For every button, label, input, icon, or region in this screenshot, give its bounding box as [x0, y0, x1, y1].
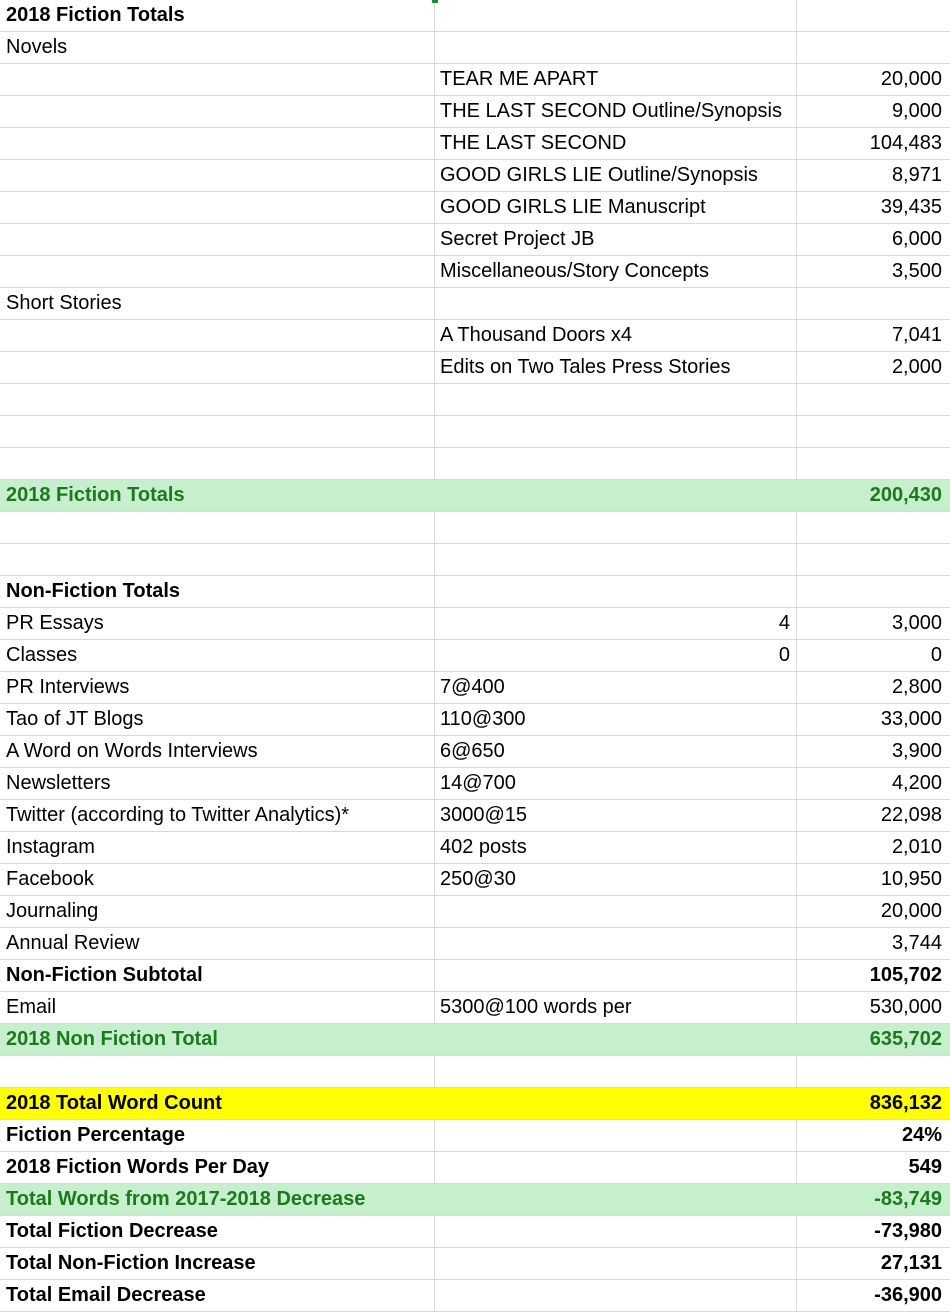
value-cell[interactable]	[797, 416, 950, 448]
label-cell[interactable]	[0, 96, 435, 128]
detail-cell[interactable]: TEAR ME APART	[435, 64, 797, 96]
detail-cell[interactable]	[435, 1056, 797, 1088]
label-cell[interactable]: Short Stories	[0, 288, 435, 320]
label-cell[interactable]: PR Essays	[0, 608, 435, 640]
sheet-row	[0, 384, 950, 416]
value-cell[interactable]: 836,132	[797, 1088, 950, 1120]
sheet-row	[0, 1216, 950, 1248]
value-cell[interactable]: 22,098	[797, 800, 950, 832]
detail-cell[interactable]: 14@700	[435, 768, 797, 800]
sheet-row	[0, 1280, 950, 1312]
detail-cell[interactable]: Edits on Two Tales Press Stories	[435, 352, 797, 384]
label-cell[interactable]: Twitter (according to Twitter Analytics)*	[0, 800, 435, 832]
value-cell[interactable]: 8,971	[797, 160, 950, 192]
sheet-row	[0, 1248, 950, 1280]
detail-cell[interactable]	[435, 448, 797, 480]
detail-cell[interactable]	[435, 416, 797, 448]
value-cell[interactable]: 9,000	[797, 96, 950, 128]
label-cell[interactable]	[0, 448, 435, 480]
detail-cell[interactable]: 3000@15	[435, 800, 797, 832]
detail-cell[interactable]	[435, 928, 797, 960]
value-cell[interactable]: 20,000	[797, 896, 950, 928]
sheet-row	[0, 128, 950, 160]
detail-cell[interactable]	[435, 1248, 797, 1280]
value-cell[interactable]: 6,000	[797, 224, 950, 256]
label-cell[interactable]: 2018 Fiction Totals	[0, 480, 435, 512]
detail-cell[interactable]	[435, 576, 797, 608]
detail-cell[interactable]	[435, 1120, 797, 1152]
sheet-row	[0, 800, 950, 832]
detail-cell[interactable]	[435, 32, 797, 64]
value-cell[interactable]: 3,744	[797, 928, 950, 960]
value-cell[interactable]: 104,483	[797, 128, 950, 160]
value-cell[interactable]: 105,702	[797, 960, 950, 992]
label-cell[interactable]: Tao of JT Blogs	[0, 704, 435, 736]
value-cell[interactable]: 2,000	[797, 352, 950, 384]
detail-cell[interactable]	[435, 1152, 797, 1184]
sheet-row	[0, 448, 950, 480]
sheet-row	[0, 64, 950, 96]
label-cell[interactable]: Total Words from 2017-2018 Decrease	[0, 1184, 435, 1216]
detail-cell[interactable]	[435, 288, 797, 320]
label-cell[interactable]	[0, 160, 435, 192]
label-cell[interactable]	[0, 128, 435, 160]
label-cell[interactable]	[0, 256, 435, 288]
value-cell[interactable]: 3,900	[797, 736, 950, 768]
sheet-row	[0, 96, 950, 128]
label-cell[interactable]: PR Interviews	[0, 672, 435, 704]
sheet-row	[0, 864, 950, 896]
detail-cell[interactable]	[435, 960, 797, 992]
label-cell[interactable]	[0, 384, 435, 416]
value-cell[interactable]	[797, 544, 950, 576]
sheet-row	[0, 288, 950, 320]
detail-cell[interactable]	[435, 480, 797, 512]
value-cell[interactable]	[797, 32, 950, 64]
detail-cell[interactable]: 7@400	[435, 672, 797, 704]
sheet-row	[0, 1088, 950, 1120]
sheet-row	[0, 352, 950, 384]
label-cell[interactable]: Annual Review	[0, 928, 435, 960]
label-cell[interactable]	[0, 224, 435, 256]
detail-cell[interactable]	[435, 0, 797, 32]
label-cell[interactable]: Total Fiction Decrease	[0, 1216, 435, 1248]
label-cell[interactable]	[0, 64, 435, 96]
value-cell[interactable]	[797, 288, 950, 320]
label-cell[interactable]	[0, 512, 435, 544]
value-cell[interactable]: -73,980	[797, 1216, 950, 1248]
detail-cell[interactable]	[435, 512, 797, 544]
detail-cell[interactable]: 0	[435, 640, 797, 672]
detail-cell[interactable]	[435, 384, 797, 416]
label-cell[interactable]	[0, 352, 435, 384]
detail-cell[interactable]: 4	[435, 608, 797, 640]
detail-cell[interactable]: THE LAST SECOND	[435, 128, 797, 160]
sheet-row	[0, 832, 950, 864]
sheet-row	[0, 224, 950, 256]
label-cell[interactable]: Instagram	[0, 832, 435, 864]
sheet-row	[0, 608, 950, 640]
label-cell[interactable]: 2018 Fiction Words Per Day	[0, 1152, 435, 1184]
sheet-row	[0, 416, 950, 448]
value-cell[interactable]: 20,000	[797, 64, 950, 96]
sheet-row	[0, 512, 950, 544]
sheet-row	[0, 160, 950, 192]
detail-cell[interactable]: 6@650	[435, 736, 797, 768]
label-cell[interactable]: 2018 Total Word Count	[0, 1088, 435, 1120]
label-cell[interactable]: Total Email Decrease	[0, 1280, 435, 1312]
sheet-row	[0, 768, 950, 800]
value-cell[interactable]: 3,500	[797, 256, 950, 288]
sheet-row	[0, 32, 950, 64]
detail-cell[interactable]: 110@300	[435, 704, 797, 736]
selection-handle	[432, 0, 438, 3]
detail-cell[interactable]: THE LAST SECOND Outline/Synopsis	[435, 96, 797, 128]
label-cell[interactable]: A Word on Words Interviews	[0, 736, 435, 768]
value-cell[interactable]: -36,900	[797, 1280, 950, 1312]
label-cell[interactable]: Non-Fiction Totals	[0, 576, 435, 608]
label-cell[interactable]: 2018 Non Fiction Total	[0, 1024, 435, 1056]
sheet-row	[0, 1056, 950, 1088]
detail-cell[interactable]	[435, 896, 797, 928]
detail-cell[interactable]: Secret Project JB	[435, 224, 797, 256]
detail-cell[interactable]	[435, 1216, 797, 1248]
sheet-row	[0, 960, 950, 992]
sheet-row	[0, 992, 950, 1024]
label-cell[interactable]: Non-Fiction Subtotal	[0, 960, 435, 992]
value-cell[interactable]: 2,800	[797, 672, 950, 704]
value-cell[interactable]	[797, 576, 950, 608]
label-cell[interactable]	[0, 544, 435, 576]
detail-cell[interactable]	[435, 1184, 797, 1216]
detail-cell[interactable]: A Thousand Doors x4	[435, 320, 797, 352]
value-cell[interactable]: 24%	[797, 1120, 950, 1152]
value-cell[interactable]: 7,041	[797, 320, 950, 352]
detail-cell[interactable]	[435, 1024, 797, 1056]
sheet-row	[0, 928, 950, 960]
value-cell[interactable]	[797, 384, 950, 416]
value-cell[interactable]: 4,200	[797, 768, 950, 800]
sheet-row	[0, 192, 950, 224]
detail-cell[interactable]	[435, 1280, 797, 1312]
sheet-row	[0, 896, 950, 928]
value-cell[interactable]: -83,749	[797, 1184, 950, 1216]
sheet-row	[0, 736, 950, 768]
sheet-row	[0, 1152, 950, 1184]
value-cell[interactable]: 530,000	[797, 992, 950, 1024]
detail-cell[interactable]	[435, 544, 797, 576]
sheet-row	[0, 704, 950, 736]
sheet-row	[0, 0, 950, 32]
value-cell[interactable]	[797, 512, 950, 544]
label-cell[interactable]: Email	[0, 992, 435, 1024]
value-cell[interactable]: 635,702	[797, 1024, 950, 1056]
label-cell[interactable]: Newsletters	[0, 768, 435, 800]
value-cell[interactable]: 549	[797, 1152, 950, 1184]
sheet-row	[0, 640, 950, 672]
value-cell[interactable]	[797, 0, 950, 32]
detail-cell[interactable]	[435, 1088, 797, 1120]
sheet-row	[0, 320, 950, 352]
value-cell[interactable]: 200,430	[797, 480, 950, 512]
label-cell[interactable]: Novels	[0, 32, 435, 64]
value-cell[interactable]: 33,000	[797, 704, 950, 736]
sheet-row	[0, 672, 950, 704]
sheet-row	[0, 1024, 950, 1056]
label-cell[interactable]	[0, 416, 435, 448]
label-cell[interactable]: Facebook	[0, 864, 435, 896]
detail-cell[interactable]: GOOD GIRLS LIE Manuscript	[435, 192, 797, 224]
sheet-row	[0, 480, 950, 512]
sheet-row	[0, 256, 950, 288]
detail-cell[interactable]: GOOD GIRLS LIE Outline/Synopsis	[435, 160, 797, 192]
sheet-row	[0, 544, 950, 576]
value-cell[interactable]: 3,000	[797, 608, 950, 640]
label-cell[interactable]	[0, 192, 435, 224]
detail-cell[interactable]: 250@30	[435, 864, 797, 896]
value-cell[interactable]	[797, 448, 950, 480]
sheet-row	[0, 1120, 950, 1152]
label-cell[interactable]: Fiction Percentage	[0, 1120, 435, 1152]
value-cell[interactable]	[797, 1056, 950, 1088]
value-cell[interactable]: 27,131	[797, 1248, 950, 1280]
value-cell[interactable]: 39,435	[797, 192, 950, 224]
value-cell[interactable]: 0	[797, 640, 950, 672]
sheet-row	[0, 576, 950, 608]
value-cell[interactable]: 10,950	[797, 864, 950, 896]
label-cell[interactable]: Journaling	[0, 896, 435, 928]
label-cell[interactable]: Classes	[0, 640, 435, 672]
sheet-row	[0, 1184, 950, 1216]
detail-cell[interactable]: Miscellaneous/Story Concepts	[435, 256, 797, 288]
detail-cell[interactable]: 402 posts	[435, 832, 797, 864]
label-cell[interactable]: 2018 Fiction Totals	[0, 0, 435, 32]
label-cell[interactable]	[0, 320, 435, 352]
detail-cell[interactable]: 5300@100 words per	[435, 992, 797, 1024]
value-cell[interactable]: 2,010	[797, 832, 950, 864]
label-cell[interactable]	[0, 1056, 435, 1088]
label-cell[interactable]: Total Non-Fiction Increase	[0, 1248, 435, 1280]
